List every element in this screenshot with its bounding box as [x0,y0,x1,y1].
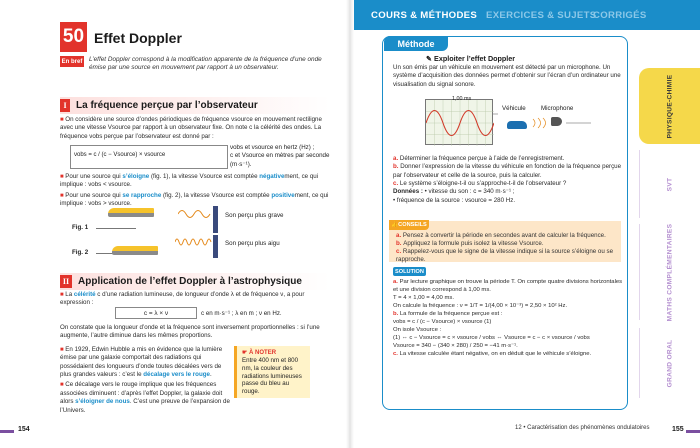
thumb-icon: 👍 [391,222,399,228]
question-b: Donner l’expression de la vitesse du véhicule en fonction de la fréquence perçue par l’observateur et celle de la source, puis la calculer. [393,163,622,179]
conseils-list: a. Pensez à convertir la période en secondes avant de calculer la fréquence. b. Appliquez la formule puis isolez la vitesse Vsource. c. Rappelez-vous que le signe de la vitesse indique si la source s’éloigne ou se rapproche. [396,232,614,264]
oscilloscope-screen [425,99,493,145]
celerity-equation-box [115,307,197,319]
tab-corriges[interactable]: CORRIGÉS [593,10,647,21]
bullet-icon: ■ [60,117,66,123]
section-1-number: I [60,99,70,112]
bullet-icon: ■ [60,192,66,199]
side-tab-label: SVT [666,177,674,191]
solution-b-3: On isole Vsource : [393,326,442,333]
doppler-formula: νobs = c / (c − Vsource) × νsource [74,152,166,158]
train-fig-1-icon [108,208,154,217]
text: c d’une radiation lumineuse, de longueur d’onde λ et de fréquence ν, a pour expression : [60,291,305,307]
keyword: s’éloigner de nous [75,398,130,406]
page-number-right: 155 [672,426,684,433]
conseils-tag [389,220,429,230]
text: . [209,371,212,379]
train-fig-2-icon [112,246,158,255]
scope-scale-label: 1,00 ms [452,96,472,102]
bullet-icon: ■ [60,292,66,298]
solution-a-3: On calcule la fréquence : ν = 1/T = 1/(4,00 × 10⁻³) = 2,50 × 10² Hz. [393,302,568,309]
footer-accent-left [0,430,14,433]
celerity-equation: c = λ × ν [143,309,169,317]
side-tab-svt[interactable] [639,150,700,218]
q-c-marker: c. [393,180,400,188]
question-a: Déterminer la fréquence perçue à l’aide de l’enregistrement. [399,155,565,162]
page-number-left: 154 [18,426,30,433]
paragraph: On constate que la longueur d’onde et la fréquence sont inversement proportionnelles : si l’une augmente, l’autre diminue dans les mêmes proportions. [60,324,320,340]
method-questions: a. Déterminer la fréquence perçue à l’aide de l’enregistrement. b. Donner l’expression de la vitesse du véhicule en fonction de la fréquence perçue par l’observateur et celle de la source, puis la calculer. c. Le système s’éloigne-t-il ou s’approche-t-il de l’observateur ? Données : • vitesse du son : c = 340 m·s⁻¹ ; • fréquence de la source : νsource = 280 Hz. [393,155,622,204]
keyword: décalage vers le rouge [143,371,210,379]
paragraph: On considère une source d’ondes périodiques de fréquence νsource en mouvement rectiligne avec une vitesse Vsource par rapport à un observateur fixe. On note c la célérité des ondes. La fréquence νobs perçue par l’observateur est donné par : [60,116,322,140]
side-tab-maths[interactable] [639,224,700,320]
method-intro: Un son émis par un véhicule en mouvement est détecté par un microphone. Un système d’acquisition des données permet d’obtenir sur l’écran d’un ordinateur une visualisation du signal sonore. [393,64,621,88]
section-2-header [60,273,330,290]
solution-tag: SOLUTION [393,267,426,276]
section-2-intro [60,291,335,310]
side-tab-label: GRAND ORAL [666,339,674,387]
text: La [65,291,74,298]
observer-building-fig-2-icon [213,235,218,258]
pencil-icon: ✎ [426,54,435,63]
sine-signal-icon [426,100,494,146]
text: En 1929, Edwin Hubble a mis en évidence que la lumière émise par une galaxie comportait des radiations qui possédaient des longueurs d’onde toutes décalées vers de plus grandes valeurs : c’est le [60,346,223,379]
section-2-hubble [60,346,230,417]
tab-exercices-sujets[interactable]: EXERCICES & SUJETS [486,10,597,21]
solution-b-1: La formule de la fréquence perçue est : [399,310,503,317]
fig-2-label: Fig. 2 [72,249,89,256]
keyword: négative [259,173,285,180]
observer-building-fig-1-icon [213,206,218,233]
conseils-label: CONSEILS [398,222,427,228]
fig-1-caption: Son perçu plus grave [225,212,284,219]
side-tab-physique-chimie[interactable] [639,68,700,144]
text: . C’est une preuve de l’expansion de l’Univers. [60,398,230,414]
solution-b-4: (1) ⇔ c − Vsource = c × νsource / νobs ⇔ Vsource = c − c × νsource / νobs [393,334,590,341]
section-2-body [60,324,335,343]
celerity-units: c en m·s⁻¹ ; λ en m ; ν en Hz. [201,310,282,317]
a-noter-text: Entre 400 nm et 800 nm, la couleur des radiations lumineuses passe du bleu au rouge. [242,357,302,395]
sound-wave-short-icon [175,235,213,249]
question-c: Le système s’éloigne-t-il ou s’approche-t-il de l’observateur ? [399,180,567,188]
section-1-title: La fréquence perçue par l’observateur [76,100,258,111]
conseil-a: Pensez à convertir la période en secondes avant de calculer la fréquence. [402,232,606,239]
bullet-icon: ■ [60,382,66,389]
section-2-title: Application de l’effet Doppler à l’astrophysique [78,276,302,287]
bullet-icon: ■ [60,347,66,353]
methode-tag: Méthode [384,36,448,51]
text: Ce décalage vers le rouge implique que les fréquences associées diminuent : d’après l’effet Doppler, la galaxie doit alors [60,381,223,406]
en-bref-text: L’effet Doppler correspond à la modification apparente de la fréquence d’une onde émise par une source en mouvement par rapport à un observateur. [89,56,322,72]
solution-c: La vitesse calculée étant négative, on en déduit que le véhicule s’éloigne. [399,350,592,357]
conseil-b: Appliquez la formule puis isolez la vitesse Vsource. [403,240,544,248]
formula-unit-note: c et Vsource en mètres par seconde (m·s⁻¹). [230,152,330,168]
formula-units [230,144,338,169]
side-tab-label: PHYSIQUE-CHIMIE [666,74,674,138]
q-b-marker: b. [393,163,401,171]
vehicle-label: Véhicule [502,105,526,112]
acquisition-wire [493,110,593,130]
text: ment, ce qui implique : νobs < νsource. [60,173,319,189]
section-2-number: II [60,275,72,288]
side-tab-label: MATHS COMPLÉMENTAIRES [666,223,674,321]
tab-cours-methodes[interactable]: COURS & MÉTHODES [371,10,478,21]
formula-unit-note: νobs et νsource en hertz (Hz) ; [230,144,315,151]
donnees-label: Données : [393,188,423,196]
solution-b-2: νobs = c / (c − Vsource) × νsource (1) [393,318,492,325]
method-title-text: Exploiter l’effet Doppler [434,54,516,63]
solution-a-1: Par lecture graphique on trouve la période T. On compte quatre divisions horizontales et une division correspond à 1,00 ms. [393,279,623,293]
method-title [426,54,515,63]
book-spine [346,0,354,448]
a-noter-title: À NOTER [249,350,277,356]
chapter-title: Effet Doppler [94,30,182,46]
chapter-footer: 12 • Caractérisation des phénomènes ondulatoires [515,425,650,431]
en-bref-tag: En bref [60,56,84,67]
section-1-cases [60,173,335,210]
keyword: célérité [73,291,96,298]
side-tab-grand-oral[interactable] [639,328,700,398]
q-a-marker: a. [393,155,400,162]
text: Pour une source qui [65,191,123,199]
text: (fig. 2), la vitesse Vsource est comptée [161,191,272,199]
a-noter-box [234,346,310,398]
footer-accent-right [686,430,700,433]
fig-1-ground-line [96,228,136,229]
fig-2-caption: Son perçu plus aigu [225,240,280,247]
section-1-intro [60,116,335,143]
sound-wave-long-icon [178,207,214,221]
microphone-label: Microphone [541,105,574,112]
fig-1-label: Fig. 1 [72,224,89,231]
keyword: se rapproche [122,191,162,199]
doppler-formula-box [70,145,228,169]
text: Pour une source qui [65,173,123,180]
solution-body: a. Par lecture graphique on trouve la période T. On compte quatre divisions horizontales et une division correspond à 1,00 ms. T = 4 × 1,00 = 4,00 ms. On calcule la fréquence : ν = 1/T = 1/(4,00 × 10⁻³) = 2,50 × 10² Hz. b. La formule de la fréquence perçue est : νobs = c / (c − Vsource) × νsource (1) On isole Vsource : (1) ⇔ c − Vsource = c × νsource / νobs ⇔ Vsource = c − c × νsource / νobs Vsource = 340 − (340 × 280) / 250 = −41 m·s⁻¹. c. La vitesse calculée étant négative, on en déduit que le véhicule s’éloigne. [393,279,625,359]
section-1-header [60,97,330,114]
donnee-1: vitesse du son : c = 340 m·s⁻¹ ; [428,188,515,196]
donnee-2: fréquence de la source : νsource = 280 Hz. [396,196,516,204]
keyword: positive [271,191,295,199]
keyword: s’éloigne [122,173,150,180]
text: ment, ce qui implique : νobs > νsource. [60,191,329,208]
text: (fig. 1), la vitesse Vsource est comptée [149,173,260,180]
bullet-icon: ■ [60,174,66,180]
conseil-c: Rappelez-vous que le signe de la vitesse indique si la source s’éloigne ou se rapproche. [396,248,614,264]
solution-b-5: Vsource = 340 − (340 × 280) / 250 = −41 m·s⁻¹. [393,342,518,349]
chapter-number: 50 [60,22,87,52]
solution-a-2: T = 4 × 1,00 = 4,00 ms. [393,294,454,301]
hand-pointer-icon: ☛ [242,350,250,356]
